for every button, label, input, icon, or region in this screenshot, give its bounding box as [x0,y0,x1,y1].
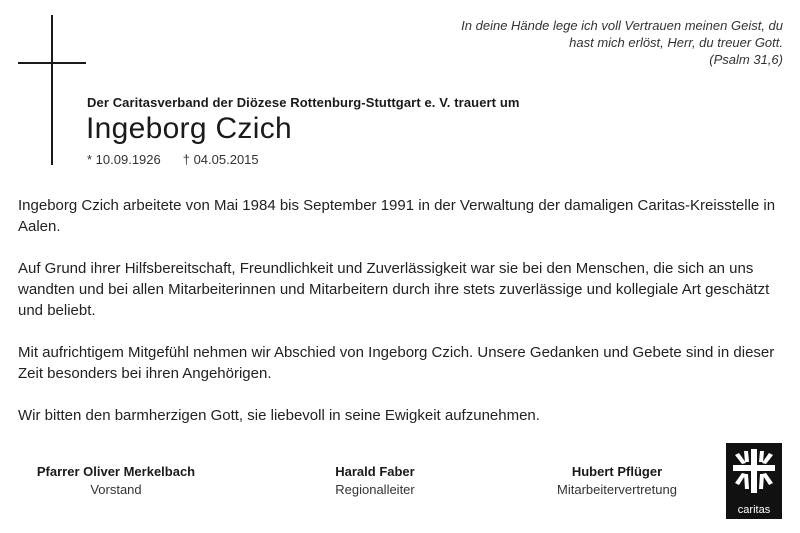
paragraph-farewell: Mit aufrichtigem Mitgefühl nehmen wir Abschied von Ingeborg Czich. Unsere Gedanken und Gebete sind in dieser Zeit besonders bei ihren Angehörigen. [18,344,775,382]
verse-reference: (Psalm 31,6) [709,52,783,67]
bible-verse [363,17,783,68]
obituary-body [18,195,788,447]
signature-name: Pfarrer Oliver Merkelbach [36,464,196,479]
signature-name: Harald Faber [335,464,415,479]
paragraph-character: Auf Grund ihrer Hilfsbereitschaft, Freundlichkeit und Zuverlässigkeit war sie bei den Menschen, die sich an uns wandten und bei allen Mitarbeiterinnen und Mitarbeitern durch ihre stets zuverlässige und kollegiale Art geschätzt und beliebt. [18,260,770,319]
caritas-flame-cross-icon [726,443,782,503]
verse-line-2: hast mich erlöst, Herr, du treuer Gott. [569,35,783,50]
caritas-logo [726,443,782,519]
mourning-cross-icon-bar [18,62,86,64]
death-date: † 04.05.2015 [182,152,259,167]
signature-role: Regionalleiter [335,482,415,497]
verse-line-1: In deine Hände lege ich voll Vertrauen meinen Geist, du [461,18,783,33]
deceased-name: Ingeborg Czich [86,112,292,145]
signature-block [295,463,455,499]
life-dates [87,152,259,167]
signature-name: Hubert Pflüger [571,464,663,479]
signature-role: Mitarbeitervertretung [557,482,677,497]
paragraph-prayer: Wir bitten den barmherzigen Gott, sie liebevoll in seine Ewigkeit aufzunehmen. [18,407,540,424]
logo-label: caritas [737,504,771,516]
birth-date: * 10.09.1926 [87,152,161,167]
signature-block [537,463,697,499]
signature-block [36,463,196,499]
mourning-line: Der Caritasverband der Diözese Rottenburg-Stuttgart e. V. trauert um [87,95,520,110]
mourning-cross-icon [51,15,53,165]
signature-role: Vorstand [90,482,142,497]
paragraph-employment: Ingeborg Czich arbeitete von Mai 1984 bis September 1991 in der Verwaltung der damaligen Caritas-Kreisstelle in Aalen. [18,197,776,235]
